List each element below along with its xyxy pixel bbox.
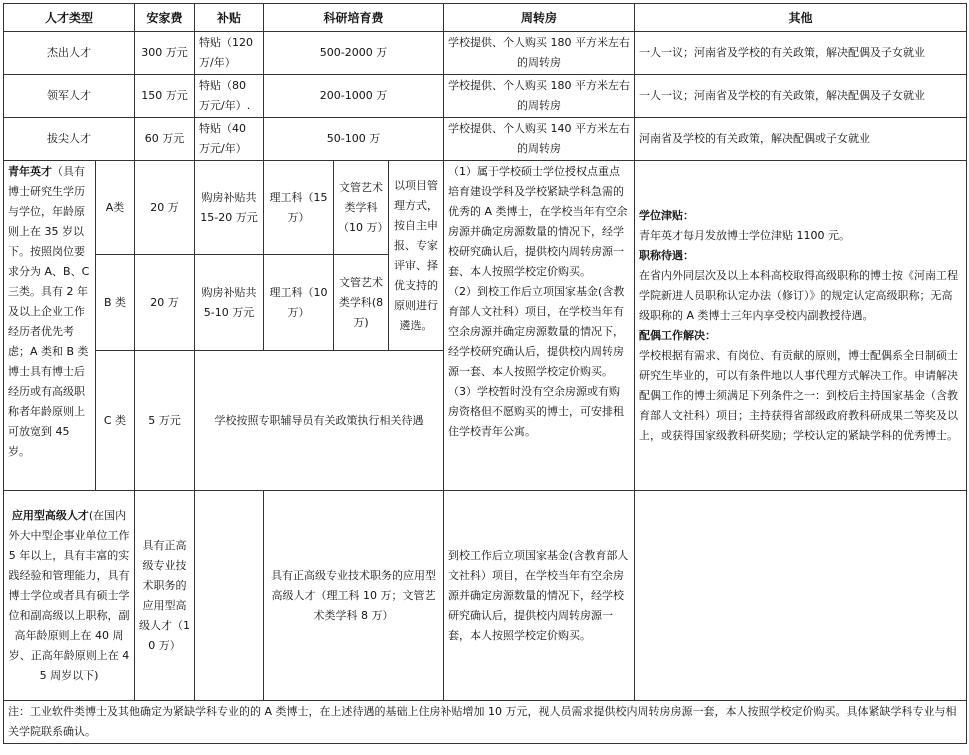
- cell-subsidy: 特贴（120 万/年）: [195, 32, 264, 75]
- header-row: [4, 4, 967, 32]
- cell-settle: 300 万元: [135, 32, 195, 75]
- header-settle: 安家费: [135, 4, 195, 32]
- cell-subsidy-a: 购房补贴共 15-20 万元: [195, 161, 264, 255]
- degree-allowance-text: 青年英才每月发放博士学位津贴 1100 元。: [639, 228, 851, 242]
- cell-research: 200-1000 万: [264, 75, 444, 118]
- young-title: 青年英才: [8, 165, 52, 178]
- cell-housing: 学校提供、个人购买 180 平方米左右的周转房: [444, 32, 635, 75]
- applied-desc: (在国内外大中型企事业单位工作 5 年以上，具有丰富的实践经验和管理能力，具有博士学位或者具有硕士学位和副高级以上职称，副高年龄原则上在 40 周岁、正高年龄原则上在 45 周岁以下): [8, 508, 130, 682]
- cell-other: 河南省及学校的有关政策，解决配偶或子女就业: [635, 118, 967, 161]
- cell-policy-c: 学校按照专职辅导员有关政策执行相关待遇: [195, 351, 444, 491]
- cell-project-mgmt: 以项目管理方式，按自主申报、专家评审、择优支持的原则进行遴选。: [389, 161, 444, 351]
- housing-item-2: （2）到校工作后立项国家基金(含教育部人文社科）项目，在学校当年有空余房源并确定房源数量的情况下，经学校研究确认后，提供校内周转房源一套、本人按照学校定价购买。: [448, 285, 625, 378]
- title-treatment-text: 在省内外同层次及以上本科高校取得高级职称的博士按《河南工程学院新进人员职称认定办法（修订）》的规定认定高级职称；无高级职称的 A 类博士三年内享受校内副教授待遇。: [639, 268, 959, 322]
- housing-item-3: （3）学校暂时没有空余房源或有购房资格但不愿购买的博士，可安排租住学校青年公寓。: [448, 385, 625, 438]
- cell-type: 杰出人才: [4, 32, 135, 75]
- cell-class-a: A类: [96, 161, 135, 255]
- header-other: 其他: [635, 4, 967, 32]
- cell-applied-housing: 到校工作后立项国家基金(含教育部人文社科）项目，在学校当年有空余房源并确定房源数量的情况下，经学校研究确认后，提供校内周转房源一套，本人按照学校定价购买。: [444, 491, 635, 701]
- cell-sci-b: 理工科（10 万）: [264, 255, 334, 351]
- spouse-work-title: 配偶工作解决：: [639, 328, 717, 342]
- cell-young-type: [4, 161, 96, 491]
- talent-policy-table: [3, 3, 967, 744]
- row-leading: [4, 75, 967, 118]
- cell-subsidy: 特贴（80 万元/年）.: [195, 75, 264, 118]
- cell-settle: 150 万元: [135, 75, 195, 118]
- housing-item-1: （1）属于学校硕士学位授权点重点培育建设学科及学校紧缺学科急需的优秀的 A 类博士，在学校当年有空余房源并确定房源数量的情况下，经学校研究确认后，提供校内周转房源一套、本人按照学校定价购买。: [448, 165, 628, 278]
- cell-settle-b: 20 万: [135, 255, 195, 351]
- row-outstanding: [4, 32, 967, 75]
- row-note: [4, 701, 967, 744]
- cell-subsidy: 特贴（40 万元/年）: [195, 118, 264, 161]
- cell-housing: 学校提供、个人购买 140 平方米左右的周转房: [444, 118, 635, 161]
- cell-arts-b: 文管艺术类学科(8 万): [334, 255, 389, 351]
- cell-settle-a: 20 万: [135, 161, 195, 255]
- footnote: 注：工业软件类博士及其他确定为紧缺学科专业的的 A 类博士，在上述待遇的基础上住房补贴增加 10 万元，视人员需求提供校内周转房房源一套，本人按照学校定价购买。具体紧缺学科专业与相关学院联系确认。: [4, 701, 967, 744]
- applied-title: 应用型高级人才: [11, 508, 89, 522]
- cell-type: 领军人才: [4, 75, 135, 118]
- row-applied: [4, 491, 967, 701]
- cell-subsidy-b: 购房补贴共 5-10 万元: [195, 255, 264, 351]
- cell-settle-c: 5 万元: [135, 351, 195, 491]
- row-topnotch: [4, 118, 967, 161]
- cell-applied-subsidy: [195, 491, 264, 701]
- cell-young-housing: [444, 161, 635, 491]
- cell-research: 50-100 万: [264, 118, 444, 161]
- cell-applied-other: [635, 491, 967, 701]
- cell-research: 500-2000 万: [264, 32, 444, 75]
- row-young-a: [4, 161, 967, 255]
- cell-other: 一人一议；河南省及学校的有关政策，解决配偶及子女就业: [635, 75, 967, 118]
- cell-class-b: B 类: [96, 255, 135, 351]
- cell-housing: 学校提供、个人购买 180 平方米左右的周转房: [444, 75, 635, 118]
- young-desc: （具有博士研究生学历与学位，年龄原则上在 35 岁以下。按照岗位要求分为 A、B、C 三类。具有 2 年及以上企业工作经历者优先考虑；A 类和 B 类博士具有博士后经历或有高级职称者年龄原则上可放宽到 45 岁。: [8, 165, 90, 458]
- cell-applied-research: 具有正高级专业技术职务的应用型高级人才（理工科 10 万；文管艺术类学科 8 万）: [264, 491, 444, 701]
- header-housing: 周转房: [444, 4, 635, 32]
- cell-applied-settle: 具有正高级专业技术职务的应用型高级人才（10 万）: [135, 491, 195, 701]
- header-subsidy: 补贴: [195, 4, 264, 32]
- cell-other: 一人一议；河南省及学校的有关政策，解决配偶及子女就业: [635, 32, 967, 75]
- spouse-work-text: 学校根据有需求、有岗位、有贡献的原则，博士配偶系全日制硕士研究生毕业的，可以有条件地以人事代理方式解决工作。申请解决配偶工作的博士须满足下列条件之一：到校后主持国家基金（含教育部人文社科）项目；主持获得省部级政府教科研成果二等奖及以上，或获得国家级教科研奖励；学校认定的紧缺学科的优秀博士。: [639, 348, 959, 442]
- cell-young-other: [635, 161, 967, 491]
- header-research: 科研培育费: [264, 4, 444, 32]
- cell-arts-a: 文管艺术类学科（10 万）: [334, 161, 389, 255]
- cell-class-c: C 类: [96, 351, 135, 491]
- degree-allowance-title: 学位津贴：: [639, 208, 695, 222]
- header-talent-type: 人才类型: [4, 4, 135, 32]
- cell-type: 拔尖人才: [4, 118, 135, 161]
- cell-sci-a: 理工科（15 万）: [264, 161, 334, 255]
- cell-settle: 60 万元: [135, 118, 195, 161]
- title-treatment-title: 职称待遇：: [639, 248, 695, 262]
- cell-applied-type: [4, 491, 135, 701]
